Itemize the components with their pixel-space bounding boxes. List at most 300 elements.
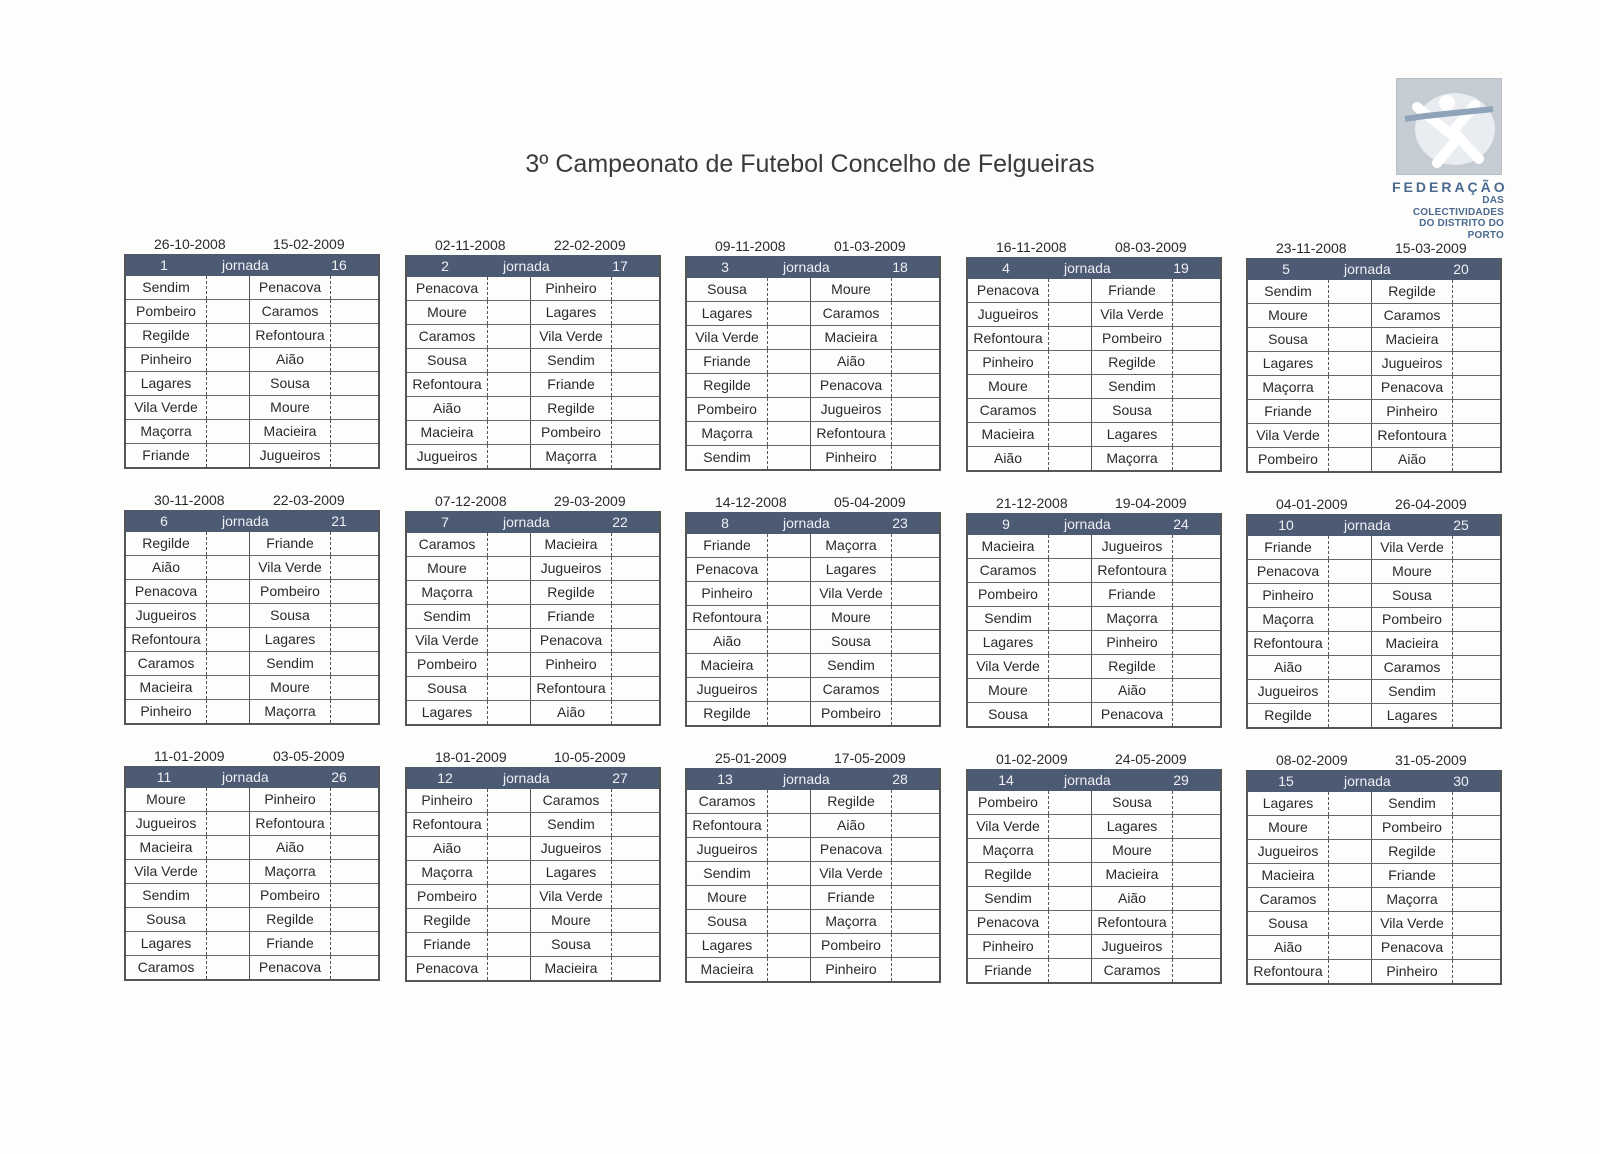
match-row: [687, 813, 939, 837]
match-row: [126, 395, 378, 419]
home-team: Pombeiro: [1258, 451, 1318, 467]
match-row: [968, 910, 1220, 934]
away-team: Moure: [1392, 563, 1432, 579]
home-team: Sousa: [1268, 915, 1308, 931]
home-score-cell: [487, 581, 531, 604]
away-score-cell: [1172, 447, 1217, 470]
match-row: [126, 907, 378, 931]
away-team: Penacova: [258, 279, 322, 295]
away-score-cell: [891, 654, 936, 677]
home-team: Friande: [423, 936, 471, 952]
away-score-cell: [330, 628, 375, 651]
home-score-cell: [767, 910, 811, 933]
home-score-cell: [487, 325, 531, 348]
match-row: [687, 445, 939, 469]
round-block: [124, 236, 380, 469]
home-team: Friande: [703, 537, 751, 553]
home-score-cell: [1048, 351, 1092, 374]
home-score-cell: [767, 934, 811, 957]
fixtures-body: [687, 278, 939, 469]
away-score-cell: [330, 676, 375, 699]
home-team: Macieira: [139, 839, 193, 855]
match-row: [407, 372, 659, 396]
away-score-cell: [611, 325, 656, 348]
match-row: [968, 958, 1220, 982]
home-team: Macieira: [139, 679, 193, 695]
fixtures-body: [1248, 280, 1500, 471]
home-team: Maçorra: [1262, 611, 1314, 627]
away-team: Aião: [275, 839, 305, 855]
match-row: [126, 532, 378, 555]
home-score-cell: [206, 652, 250, 675]
home-team: Regilde: [142, 535, 190, 551]
away-team: Aião: [1117, 890, 1147, 906]
away-team: Regilde: [1108, 658, 1156, 674]
home-score-cell: [767, 278, 811, 301]
round-block: [405, 493, 661, 726]
jornada-label: jornada: [222, 257, 269, 273]
home-team: Friande: [1264, 403, 1312, 419]
match-row: [968, 446, 1220, 470]
away-team: Vila Verde: [539, 328, 603, 344]
home-score-cell: [767, 814, 811, 837]
home-team: Pombeiro: [417, 888, 477, 904]
home-team: Regilde: [1264, 707, 1312, 723]
match-row: [126, 788, 378, 811]
second-leg-date: 22-02-2009: [554, 237, 626, 253]
away-score-cell: [891, 326, 936, 349]
away-team: Penacova: [819, 377, 883, 393]
home-score-cell: [487, 557, 531, 580]
away-score-cell: [1172, 655, 1217, 678]
second-leg-round-number: 17: [612, 258, 628, 274]
away-score-cell: [1452, 280, 1497, 303]
home-team: Maçorra: [421, 584, 473, 600]
home-score-cell: [487, 957, 531, 980]
home-score-cell: [767, 374, 811, 397]
match-row: [126, 579, 378, 603]
away-team: Vila Verde: [1100, 306, 1164, 322]
home-score-cell: [487, 701, 531, 724]
home-team: Penacova: [695, 561, 759, 577]
home-team: Sendim: [423, 608, 471, 624]
home-score-cell: [767, 398, 811, 421]
round-header: [407, 255, 659, 277]
home-team: Vila Verde: [134, 399, 198, 415]
home-score-cell: [1328, 328, 1372, 351]
home-team: Penacova: [134, 583, 198, 599]
home-score-cell: [1328, 584, 1372, 607]
away-team: Pombeiro: [821, 705, 881, 721]
home-score-cell: [206, 956, 250, 979]
home-score-cell: [1328, 816, 1372, 839]
home-team: Sousa: [427, 352, 467, 368]
first-leg-date: 02-11-2008: [435, 237, 506, 253]
home-team: Macieira: [700, 961, 754, 977]
match-row: [407, 580, 659, 604]
home-score-cell: [1048, 607, 1092, 630]
match-row: [407, 836, 659, 860]
away-score-cell: [891, 838, 936, 861]
away-score-cell: [330, 396, 375, 419]
home-score-cell: [1048, 279, 1092, 302]
fixtures-body: [968, 535, 1220, 726]
away-score-cell: [891, 302, 936, 325]
home-team: Pinheiro: [140, 703, 192, 719]
away-team: Pombeiro: [1382, 819, 1442, 835]
home-team: Sendim: [703, 865, 751, 881]
away-team: Pinheiro: [264, 791, 316, 807]
home-score-cell: [1048, 327, 1092, 350]
home-score-cell: [487, 277, 531, 300]
away-team: Lagares: [545, 304, 597, 320]
home-team: Moure: [988, 682, 1028, 698]
match-row: [1248, 399, 1500, 423]
home-score-cell: [1048, 887, 1092, 910]
match-row: [407, 628, 659, 652]
away-team: Pombeiro: [1102, 330, 1162, 346]
away-score-cell: [1172, 935, 1217, 958]
home-score-cell: [767, 326, 811, 349]
home-score-cell: [487, 813, 531, 836]
away-score-cell: [1452, 704, 1497, 727]
away-score-cell: [611, 629, 656, 652]
away-team: Friande: [547, 608, 595, 624]
round-header: [1248, 770, 1500, 792]
round-dates: [685, 494, 941, 512]
home-team: Lagares: [1262, 795, 1314, 811]
away-score-cell: [330, 836, 375, 859]
home-team: Caramos: [418, 536, 476, 552]
round-dates: [685, 750, 941, 768]
home-team: Pombeiro: [417, 656, 477, 672]
away-team: Jugueiros: [540, 840, 602, 856]
round-header: [1248, 258, 1500, 280]
away-team: Friande: [1108, 586, 1156, 602]
home-team: Macieira: [1261, 867, 1315, 883]
away-score-cell: [891, 814, 936, 837]
away-score-cell: [611, 837, 656, 860]
away-team: Pinheiro: [545, 280, 597, 296]
match-row: [687, 605, 939, 629]
home-score-cell: [767, 630, 811, 653]
home-score-cell: [487, 349, 531, 372]
round-block: [405, 237, 661, 470]
match-row: [407, 908, 659, 932]
home-team: Sousa: [1268, 331, 1308, 347]
away-score-cell: [611, 909, 656, 932]
match-row: [687, 790, 939, 813]
away-team: Pinheiro: [545, 656, 597, 672]
match-row: [126, 323, 378, 347]
home-score-cell: [1048, 423, 1092, 446]
home-score-cell: [1048, 631, 1092, 654]
home-team: Moure: [988, 378, 1028, 394]
fixtures-body: [968, 279, 1220, 470]
away-score-cell: [611, 397, 656, 420]
home-team: Lagares: [701, 305, 753, 321]
home-score-cell: [206, 580, 250, 603]
home-team: Aião: [151, 559, 181, 575]
round-header: [687, 512, 939, 534]
round-dates: [1246, 240, 1502, 258]
away-team: Friande: [1388, 867, 1436, 883]
away-score-cell: [1452, 424, 1497, 447]
first-leg-date: 07-12-2008: [435, 493, 507, 509]
second-leg-round-number: 19: [1173, 260, 1189, 276]
away-score-cell: [611, 445, 656, 468]
away-team: Caramos: [1383, 307, 1441, 323]
second-leg-date: 05-04-2009: [834, 494, 906, 510]
jornada-label: jornada: [503, 258, 550, 274]
match-row: [968, 535, 1220, 558]
away-score-cell: [1452, 680, 1497, 703]
away-score-cell: [891, 862, 936, 885]
away-team: Friande: [266, 535, 314, 551]
match-row: [407, 348, 659, 372]
away-team: Sousa: [1112, 794, 1152, 810]
home-team: Aião: [1273, 659, 1303, 675]
second-leg-date: 24-05-2009: [1115, 751, 1187, 767]
home-score-cell: [1328, 864, 1372, 887]
away-score-cell: [330, 276, 375, 299]
away-team: Penacova: [819, 841, 883, 857]
match-row: [407, 884, 659, 908]
home-score-cell: [1048, 559, 1092, 582]
home-team: Aião: [432, 840, 462, 856]
match-row: [126, 276, 378, 299]
home-team: Pombeiro: [978, 586, 1038, 602]
away-score-cell: [611, 581, 656, 604]
match-row: [687, 581, 939, 605]
second-leg-round-number: 25: [1453, 517, 1469, 533]
second-leg-date: 15-03-2009: [1395, 240, 1467, 256]
home-score-cell: [1048, 703, 1092, 726]
away-score-cell: [330, 556, 375, 579]
home-score-cell: [1048, 839, 1092, 862]
fixtures-table: [1246, 258, 1502, 473]
away-score-cell: [330, 372, 375, 395]
away-team: Friande: [547, 376, 595, 392]
away-team: Refontoura: [1097, 914, 1167, 930]
home-score-cell: [1328, 960, 1372, 983]
away-score-cell: [1452, 864, 1497, 887]
first-leg-date: 18-01-2009: [435, 749, 507, 765]
away-score-cell: [611, 421, 656, 444]
match-row: [1248, 815, 1500, 839]
second-leg-date: 03-05-2009: [273, 748, 345, 764]
away-score-cell: [891, 678, 936, 701]
match-row: [407, 812, 659, 836]
away-score-cell: [330, 652, 375, 675]
first-leg-round-number: 12: [437, 770, 453, 786]
away-team: Regilde: [266, 911, 314, 927]
second-leg-round-number: 22: [612, 514, 628, 530]
away-team: Lagares: [545, 864, 597, 880]
match-row: [968, 350, 1220, 374]
round-dates: [1246, 752, 1502, 770]
home-team: Refontoura: [692, 609, 762, 625]
home-team: Sousa: [707, 913, 747, 929]
home-team: Pinheiro: [140, 351, 192, 367]
away-team: Pinheiro: [1106, 634, 1158, 650]
fixtures-table: [405, 511, 661, 726]
away-team: Penacova: [1380, 379, 1444, 395]
away-score-cell: [1172, 959, 1217, 982]
match-row: [968, 326, 1220, 350]
home-team: Aião: [712, 633, 742, 649]
home-score-cell: [767, 302, 811, 325]
first-leg-date: 14-12-2008: [715, 494, 787, 510]
home-score-cell: [487, 445, 531, 468]
home-team: Pinheiro: [982, 354, 1034, 370]
match-row: [407, 277, 659, 300]
second-leg-date: 01-03-2009: [834, 238, 906, 254]
away-team: Maçorra: [1106, 610, 1158, 626]
fixtures-body: [407, 789, 659, 980]
away-team: Moure: [831, 609, 871, 625]
away-team: Pombeiro: [541, 424, 601, 440]
home-score-cell: [487, 909, 531, 932]
home-score-cell: [206, 932, 250, 955]
round-header: [126, 510, 378, 532]
away-team: Aião: [1397, 451, 1427, 467]
home-score-cell: [1048, 791, 1092, 814]
match-row: [968, 374, 1220, 398]
away-team: Vila Verde: [819, 585, 883, 601]
match-row: [407, 444, 659, 468]
home-score-cell: [206, 812, 250, 835]
away-team: Regilde: [547, 584, 595, 600]
home-team: Aião: [1273, 939, 1303, 955]
away-team: Macieira: [824, 329, 878, 345]
first-leg-round-number: 15: [1278, 773, 1294, 789]
fixtures-body: [1248, 536, 1500, 727]
away-score-cell: [1452, 584, 1497, 607]
fixtures-table: [405, 767, 661, 982]
away-team: Caramos: [1103, 962, 1161, 978]
match-row: [687, 885, 939, 909]
home-team: Refontoura: [131, 631, 201, 647]
match-row: [968, 654, 1220, 678]
match-row: [687, 534, 939, 557]
away-team: Macieira: [1385, 331, 1439, 347]
away-score-cell: [1452, 448, 1497, 471]
away-team: Refontoura: [816, 425, 886, 441]
federation-logo: [1392, 78, 1508, 241]
first-leg-date: 26-10-2008: [154, 236, 226, 252]
away-team: Sendim: [1388, 683, 1436, 699]
match-row: [687, 861, 939, 885]
match-row: [126, 603, 378, 627]
home-score-cell: [1328, 376, 1372, 399]
home-score-cell: [206, 372, 250, 395]
away-team: Aião: [556, 704, 586, 720]
away-team: Sousa: [551, 936, 591, 952]
match-row: [407, 396, 659, 420]
away-score-cell: [1172, 839, 1217, 862]
home-team: Moure: [1268, 307, 1308, 323]
match-row: [126, 299, 378, 323]
second-leg-round-number: 21: [331, 513, 347, 529]
first-leg-round-number: 11: [156, 769, 172, 785]
home-team: Aião: [993, 450, 1023, 466]
fixtures-table: [966, 513, 1222, 728]
round-block: [966, 495, 1222, 728]
away-score-cell: [1452, 936, 1497, 959]
away-team: Maçorra: [825, 913, 877, 929]
away-score-cell: [611, 957, 656, 980]
second-leg-date: 29-03-2009: [554, 493, 626, 509]
match-row: [126, 347, 378, 371]
home-team: Friande: [984, 962, 1032, 978]
away-team: Sendim: [1388, 795, 1436, 811]
home-team: Pinheiro: [701, 585, 753, 601]
away-team: Penacova: [539, 632, 603, 648]
home-score-cell: [1328, 792, 1372, 815]
home-team: Moure: [427, 560, 467, 576]
match-row: [687, 349, 939, 373]
match-row: [968, 302, 1220, 326]
away-score-cell: [1172, 399, 1217, 422]
round-block: [685, 238, 941, 471]
round-dates: [1246, 496, 1502, 514]
home-team: Maçorra: [1262, 379, 1314, 395]
away-score-cell: [891, 534, 936, 557]
away-team: Lagares: [1106, 426, 1158, 442]
away-score-cell: [891, 886, 936, 909]
home-score-cell: [206, 532, 250, 555]
away-score-cell: [1452, 536, 1497, 559]
home-score-cell: [487, 837, 531, 860]
home-team: Jugueiros: [696, 841, 758, 857]
fixtures-body: [968, 791, 1220, 982]
match-row: [407, 652, 659, 676]
home-team: Refontoura: [1253, 963, 1323, 979]
away-score-cell: [1172, 863, 1217, 886]
away-team: Vila Verde: [819, 865, 883, 881]
away-team: Caramos: [822, 681, 880, 697]
away-team: Pinheiro: [825, 449, 877, 465]
round-block: [685, 750, 941, 983]
match-row: [687, 373, 939, 397]
away-score-cell: [1172, 815, 1217, 838]
second-leg-date: 17-05-2009: [834, 750, 906, 766]
away-team: Penacova: [1380, 939, 1444, 955]
home-score-cell: [767, 678, 811, 701]
match-row: [1248, 583, 1500, 607]
away-team: Pombeiro: [260, 583, 320, 599]
logo-emblem: [1396, 78, 1502, 175]
match-row: [1248, 887, 1500, 911]
second-leg-round-number: 29: [1173, 772, 1189, 788]
match-row: [968, 422, 1220, 446]
home-team: Sendim: [142, 887, 190, 903]
home-team: Caramos: [979, 402, 1037, 418]
jornada-label: jornada: [1344, 773, 1391, 789]
away-team: Jugueiros: [1101, 938, 1163, 954]
match-row: [1248, 655, 1500, 679]
match-row: [126, 419, 378, 443]
home-score-cell: [487, 861, 531, 884]
home-score-cell: [206, 676, 250, 699]
fixtures-body: [407, 277, 659, 468]
away-score-cell: [1452, 656, 1497, 679]
home-team: Refontoura: [412, 816, 482, 832]
match-row: [968, 606, 1220, 630]
home-team: Jugueiros: [416, 448, 478, 464]
second-leg-round-number: 24: [1173, 516, 1189, 532]
